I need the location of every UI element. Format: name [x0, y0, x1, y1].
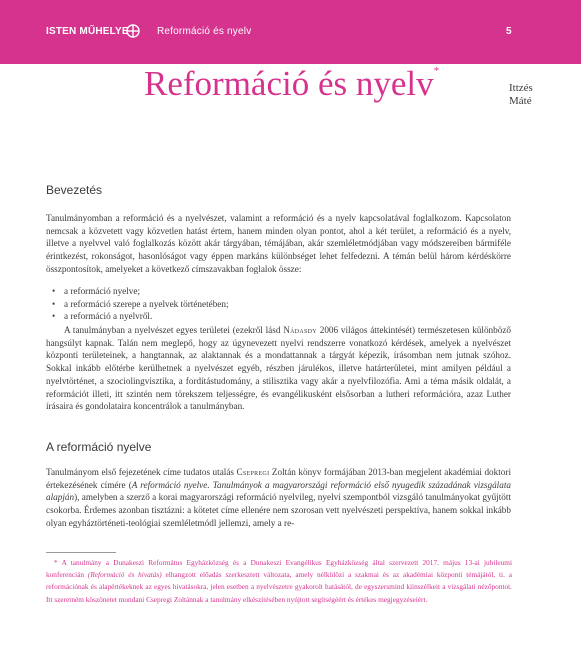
language-paragraph-1: Tanulmányom első fejezetének címe tudatos utalás Csepregi Zoltán könyv formájában 2013-ban megjelent akadémiai doktori értekezésének címére (A reformáció nyelve. Tanulmányok a magyarországi reformáció első nyugedik századának vizsgálata alapján), amelyben a szerző a korai magyarországi reformáció nyelvileg, nyelvi szempontból vizsgáló tanulmányokat gyűjtött csokorba. Érdemes azonban tisztázni: a kötetet címe ellenére nem szorosan vett nyelvészeti perspektíva, hanem sokkal inkább olyan egyháztörténeti-teológiai szemléletmódl jellemzi, amely a re- [46, 467, 512, 528]
heading-intro: Bevezetés [46, 183, 103, 197]
footnote-mark: * [54, 558, 58, 567]
circle-cross-icon [126, 24, 140, 38]
footnote-divider [46, 552, 116, 553]
intro-paragraph-1: Tanulmányomban a reformáció és a nyelvészet, valamint a reformáció és a nyelv kapcsolatával foglalkozom. Kapcsolaton nemcsak a közvetett vagy közvetlen hatást értem, hanem minden olyan pontot, ahol a két terület, a reformáció és a nyelv, illetve a nyelvvel való foglalkozás között akár tárgyában, témájában, akár szemléletmódjában vagy módszereiben bármiféle érintkezést, rokonságot, hasonlóságot vagy éppen markáns különbséget lehet felfedezni. A témán belül három kérdéskörre összpontosítok, amelyeket a következő címszavakban foglalok össze: [46, 213, 511, 274]
section-name: Reformáció és nyelv [157, 26, 252, 37]
title-footnote-mark: * [433, 65, 440, 78]
journal-name: ISTEN MŰHELYE [46, 26, 129, 37]
running-header [0, 0, 581, 64]
list-item: • a reformáció szerepe a nyelvek történetében; [64, 298, 229, 311]
cited-author: Nádasdy [283, 325, 317, 335]
author-first-name: Máté [509, 95, 532, 107]
cited-author: Csepregi [236, 467, 270, 477]
heading-reformation-language: A reformáció nyelve [46, 440, 152, 454]
cited-book-title: A reformáció nyelve. Tanulmányok a magyarországi reformáció első nyugedik századának vizsgálata alapján [46, 479, 511, 503]
footnote: * A tanulmány a Dunakeszi Református Egyházközség és a Dunakeszi Evangélikus Egyházközség által szervezett 2017. május 13-ai jubileumi konferencián (Reformáció és hivatás) elhangzott előadás szerkesztett változata, amely nélkülözi a szakmai és az akadémiai központi témájától, ti. a reformációnak és alapértékeknek az egyes hivatásokra, jelen esetben a nyelvészetre gyakorolt hatásától, de egyszersmind kiinszélkeit a vizsgálati nézőpontot. Itt szeretném köszönetet mondani Csepregi Zoltánnak a tanulmány elkészítésében nyújtott segítségéért és értékes megjegyzéseiért. [46, 558, 512, 604]
topic-list [64, 285, 229, 323]
article-title: Reformáció és nyelv* [144, 64, 440, 103]
list-item: • a reformáció a nyelvről. [64, 310, 229, 323]
list-item: • a reformáció nyelve; [64, 285, 229, 298]
author [509, 82, 533, 108]
page-number: 5 [506, 26, 512, 37]
intro-paragraph-2: A tanulmányban a nyelvészet egyes területei (ezekről lásd Nádasdy 2006 világos áttekintését) természetesen különböző hangsúlyt kapnak. Talán nem meglepő, hogy az úgynevezett nyelvi rendszerre vonatkozó kérdések, amelyek a nyelvészet központi területeinek, a hangtannak, az alaktannak és a mondattannak a tárgyát képezik, írásomban nem jutnak szóhoz. Sokkal inkább előtérbe kerülhetnek a nyelvészet egyéb, részben járulékos, illetve határterületei, mint amilyen például a nyelvtörténet, a szociolingvisztika, a fordítástudomány, a stilisztika vagy akár a nyelvfilozófia. Ami a téma másik oldalát, a reformációt illeti, itt szintén nem törekszem teljességre, és evangélikusként elsősorban a lutheri reformációra, azaz Luther írásaira és gondolataira koncentrálok a tanulmányban. [46, 325, 511, 412]
author-last-name: Ittzés [509, 82, 533, 94]
